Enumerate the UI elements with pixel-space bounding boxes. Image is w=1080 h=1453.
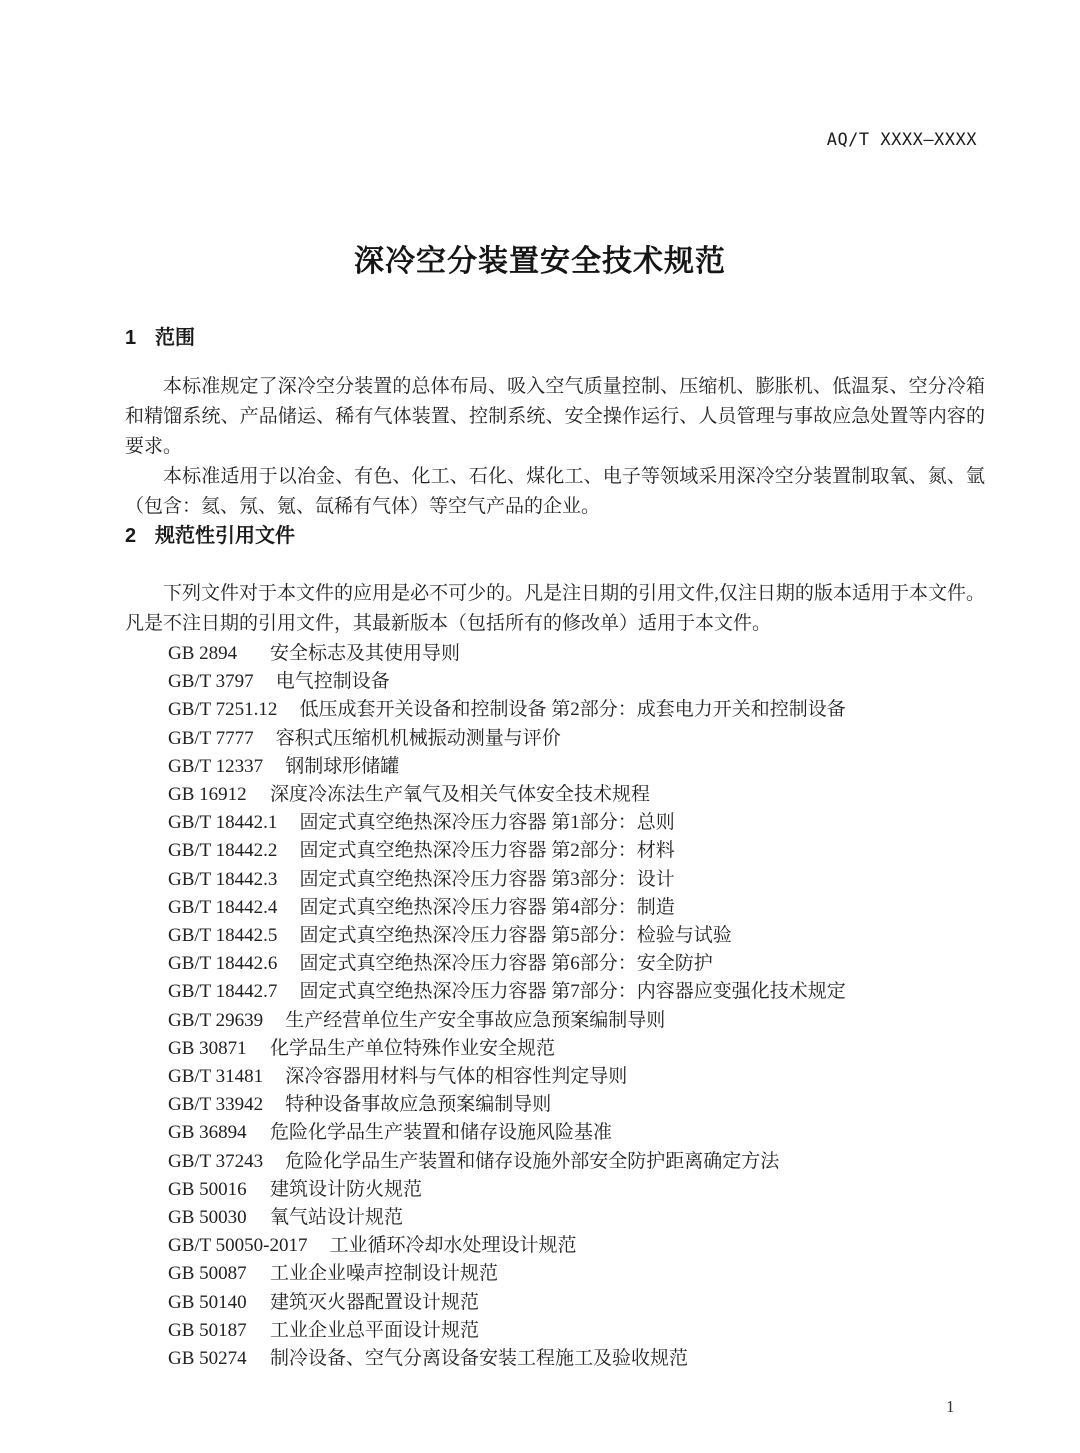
reference-item (168, 1063, 846, 1091)
page-number: 1 (946, 1397, 955, 1416)
reference-code: GB 50140 (168, 1291, 247, 1313)
reference-item (168, 668, 846, 696)
reference-code: GB/T 18442.4 (168, 896, 278, 918)
reference-code: GB 50087 (168, 1263, 247, 1285)
reference-title: 危险化学品生产装置和储存设施外部安全防护距离确定方法 (285, 1150, 780, 1172)
reference-code: GB 30871 (168, 1037, 247, 1059)
reference-title: 特种设备事故应急预案编制导则 (285, 1094, 552, 1116)
reference-title: 化学品生产单位特殊作业安全规范 (270, 1037, 556, 1059)
section-scope-number: 1 (125, 327, 137, 349)
reference-title: 氧气站设计规范 (270, 1207, 404, 1229)
reference-item (168, 1148, 846, 1176)
reference-code: GB/T 18442.5 (168, 925, 278, 947)
reference-code: GB/T 29639 (168, 1009, 264, 1031)
reference-title: 固定式真空绝热深冷压力容器 第2部分：材料 (299, 840, 675, 862)
reference-title: 工业循环冷却水处理设计规范 (329, 1235, 577, 1257)
scope-paragraph: 本标准适用于以冶金、有色、化工、石化、煤化工、电子等领域采用深冷空分装置制取氧、氮、氩（包含：氦、氖、氪、氙稀有气体）等空气产品的企业。 (125, 466, 985, 517)
reference-code: GB/T 18442.1 (168, 812, 278, 834)
reference-title: 电气控制设备 (275, 671, 390, 693)
reference-title: 固定式真空绝热深冷压力容器 第7部分：内容器应变强化技术规定 (299, 981, 846, 1003)
reference-item (168, 1007, 846, 1035)
reference-title: 危险化学品生产装置和储存设施风险基准 (270, 1122, 613, 1144)
reference-item (168, 894, 846, 922)
reference-title: 深冷容器用材料与气体的相容性判定导则 (285, 1066, 628, 1088)
reference-title: 工业企业噪声控制设计规范 (270, 1263, 499, 1285)
reference-code: GB 50030 (168, 1207, 247, 1229)
reference-code: GB/T 12337 (168, 755, 264, 777)
reference-code: GB/T 7251.12 (168, 699, 278, 721)
reference-title: 深度冷冻法生产氧气及相关气体安全技术规程 (270, 784, 651, 806)
reference-item (168, 781, 846, 809)
reference-item (168, 1091, 846, 1119)
reference-item (168, 1035, 846, 1063)
section-scope-title: 范围 (155, 327, 195, 349)
reference-code: GB/T 18442.6 (168, 953, 278, 975)
reference-item (168, 1317, 846, 1345)
doc-number: AQ/T XXXX—XXXX (826, 130, 977, 150)
reference-code: GB/T 50050-2017 (168, 1235, 308, 1257)
references-list (168, 640, 846, 1373)
reference-code: GB/T 7777 (168, 727, 254, 749)
reference-code: GB/T 37243 (168, 1150, 264, 1172)
reference-item (168, 640, 846, 668)
reference-item (168, 1119, 846, 1147)
reference-title: 建筑灭火器配置设计规范 (270, 1291, 480, 1313)
reference-code: GB/T 3797 (168, 671, 254, 693)
reference-title: 生产经营单位生产安全事故应急预案编制导则 (285, 1009, 666, 1031)
reference-item (168, 837, 846, 865)
reference-code: GB/T 18442.3 (168, 868, 278, 890)
reference-title: 制冷设备、空气分离设备安装工程施工及验收规范 (270, 1348, 689, 1370)
reference-title: 钢制球形储罐 (285, 755, 400, 777)
reference-code: GB/T 33942 (168, 1094, 264, 1116)
reference-code: GB 50274 (168, 1348, 247, 1370)
document-title: 深冷空分装置安全技术规范 (354, 245, 726, 278)
section-references-number: 2 (125, 525, 137, 547)
reference-code: GB 50187 (168, 1319, 247, 1341)
reference-title: 固定式真空绝热深冷压力容器 第3部分：设计 (299, 868, 675, 890)
reference-title: 固定式真空绝热深冷压力容器 第5部分：检验与试验 (299, 925, 732, 947)
reference-title: 安全标志及其使用导则 (270, 643, 461, 664)
reference-item (168, 1232, 846, 1260)
reference-item (168, 1260, 846, 1288)
reference-code: GB 16912 (168, 784, 247, 806)
section-references-intro (125, 579, 985, 639)
reference-item (168, 1176, 846, 1204)
reference-item (168, 950, 846, 978)
reference-title: 固定式真空绝热深冷压力容器 第6部分：安全防护 (299, 953, 713, 975)
section-scope-heading (125, 328, 195, 348)
reference-code: GB 50016 (168, 1178, 247, 1200)
reference-item (168, 1204, 846, 1232)
section-scope-body (125, 372, 985, 522)
reference-title: 建筑设计防火规范 (270, 1178, 423, 1200)
reference-code: GB 36894 (168, 1122, 247, 1144)
reference-title: 容积式压缩机机械振动测量与评价 (275, 727, 561, 749)
reference-title: 工业企业总平面设计规范 (270, 1319, 480, 1341)
reference-item (168, 978, 846, 1006)
reference-item (168, 1345, 846, 1373)
reference-title: 固定式真空绝热深冷压力容器 第4部分：制造 (299, 896, 675, 918)
reference-item (168, 866, 846, 894)
reference-code: GB/T 18442.2 (168, 840, 278, 862)
section-references-heading (125, 526, 295, 546)
reference-item (168, 696, 846, 724)
reference-code: GB 2894 (168, 643, 238, 664)
section-references-title: 规范性引用文件 (155, 525, 295, 547)
reference-item (168, 809, 846, 837)
scope-paragraph: 本标准规定了深冷空分装置的总体布局、吸入空气质量控制、压缩机、膨胀机、低温泵、空分冷箱和精馏系统、产品储运、稀有气体装置、控制系统、安全操作运行、人员管理与事故应急处置等内容的要求。 (125, 376, 985, 457)
reference-title: 低压成套开关设备和控制设备 第2部分：成套电力开关和控制设备 (299, 699, 846, 721)
reference-title: 固定式真空绝热深冷压力容器 第1部分：总则 (299, 812, 675, 834)
reference-code: GB/T 18442.7 (168, 981, 278, 1003)
reference-item (168, 1289, 846, 1317)
references-intro-paragraph: 下列文件对于本文件的应用是必不可少的。凡是注日期的引用文件,仅注日期的版本适用于本文件。凡是不注日期的引用文件，其最新版本（包括所有的修改单）适用于本文件。 (125, 583, 985, 634)
reference-item (168, 753, 846, 781)
reference-code: GB/T 31481 (168, 1066, 264, 1088)
reference-item (168, 725, 846, 753)
reference-item (168, 922, 846, 950)
